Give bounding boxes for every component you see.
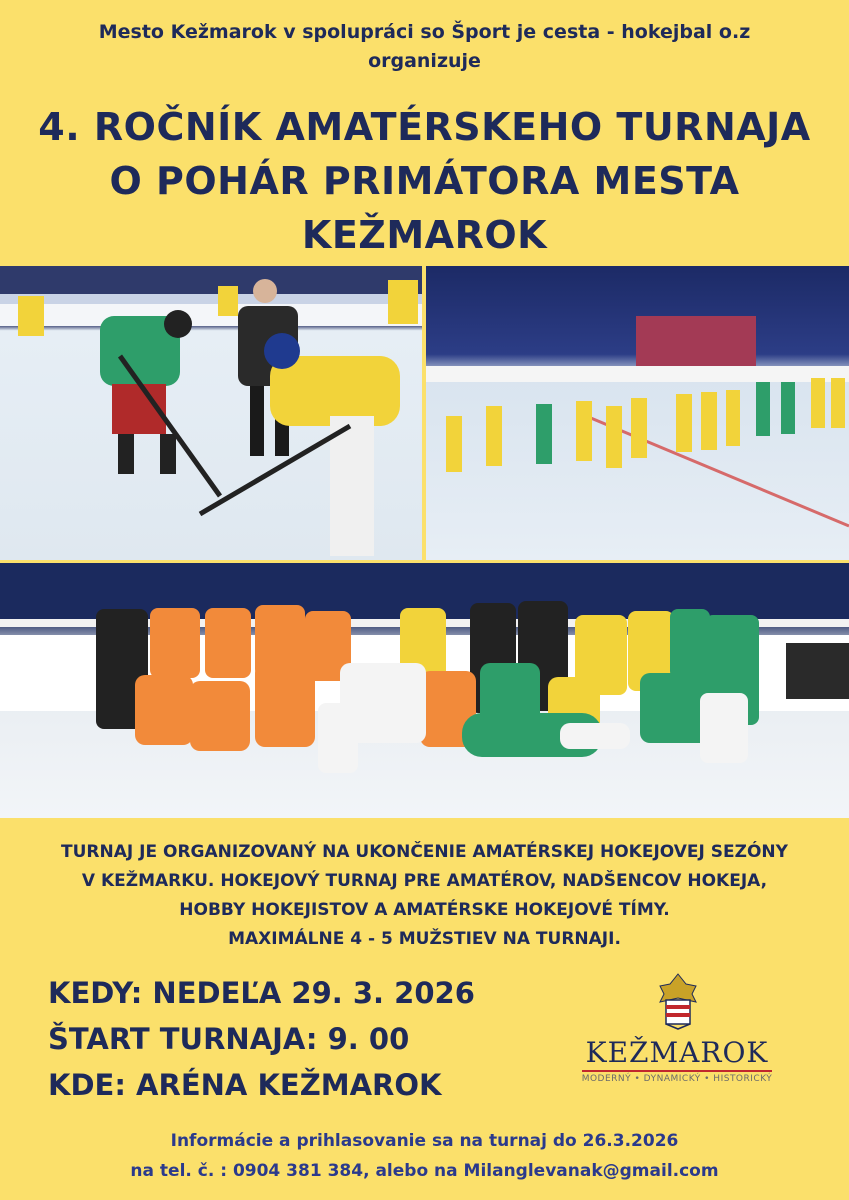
description-line-1: TURNAJ JE ORGANIZOVANÝ NA UKONČENIE AMATÉRSKEJ HOKEJOVEJ SEZÓNY [61, 842, 788, 862]
organizer-text [0, 18, 849, 76]
description-line-2: V KEŽMARKU. HOKEJOVÝ TURNAJ PRE AMATÉROV, NADŠENCOV HOKEJA, [81, 871, 768, 891]
kezmarok-logo [572, 972, 782, 1092]
title-line-2: O POHÁR PRIMÁTORA MESTA [109, 159, 740, 203]
photo-team-group [0, 563, 849, 818]
logo-tagline: MODERNÝ • DYNAMICKÝ • HISTORICKÝ [581, 1074, 773, 1084]
tournament-description [0, 838, 849, 954]
event-details [48, 970, 568, 1108]
event-date: KEDY: NEDEĽA 29. 3. 2026 [48, 976, 475, 1010]
crest-icon [656, 972, 700, 1030]
organizer-line-1: Mesto Kežmarok v spolupráci so Šport je cesta - hokejbal o.z [98, 21, 751, 43]
photo-faceoff [0, 266, 422, 560]
contact-info [0, 1126, 849, 1186]
poster-title [0, 100, 849, 262]
contact-line-2: na tel. č. : 0904 381 384, alebo na Milanglevanak@gmail.com [130, 1161, 719, 1181]
photo-handshake-line [426, 266, 849, 560]
event-venue: KDE: ARÉNA KEŽMAROK [48, 1068, 442, 1102]
organizer-line-2: organizuje [368, 50, 481, 72]
logo-wordmark: KEŽMAROK [585, 1036, 769, 1069]
description-line-3: HOBBY HOKEJISTOV A AMATÉRSKE HOKEJOVÉ TÍMY. [179, 900, 670, 920]
title-line-3: KEŽMAROK [301, 213, 548, 257]
title-line-1: 4. ROČNÍK AMATÉRSKEHO TURNAJA [38, 105, 811, 149]
photo-collage [0, 266, 849, 818]
event-start-time: ŠTART TURNAJA: 9. 00 [48, 1022, 410, 1056]
description-line-4: MAXIMÁLNE 4 - 5 MUŽSTIEV NA TURNAJI. [228, 929, 621, 949]
logo-underline [582, 1070, 772, 1072]
contact-line-1: Informácie a prihlasovanie sa na turnaj do 26.3.2026 [170, 1131, 679, 1151]
